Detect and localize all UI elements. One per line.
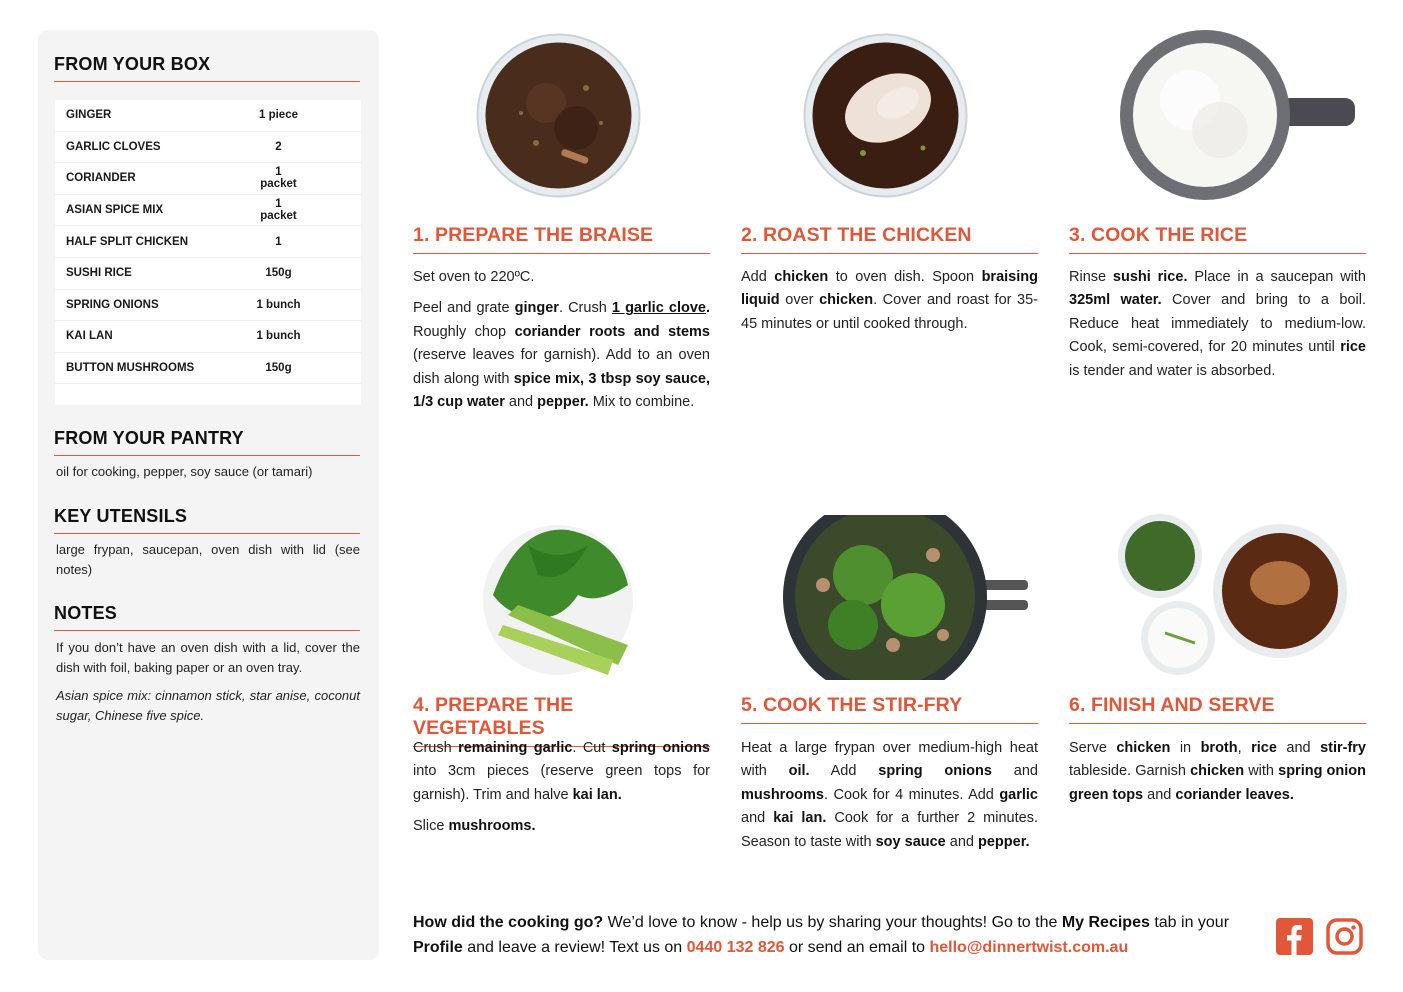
notes-italic-text: Asian spice mix: cinnamon stick, star anise, coconut sugar, Chinese five spice. (56, 688, 360, 723)
ingredient-name: ASIAN SPICE MIX (66, 204, 164, 217)
instruction-text: and (1143, 786, 1176, 803)
highlighted-ingredient: rice (1340, 339, 1366, 356)
instruction-text: Mix to combine. (588, 394, 695, 411)
instruction-text: Rinse (1069, 269, 1113, 285)
highlighted-ingredient: garlic (999, 786, 1038, 803)
step-6-text (1069, 737, 1366, 815)
highlighted-ingredient: remaining garlic (458, 740, 573, 756)
ingredient-name: CORIANDER (66, 172, 136, 185)
notes-title: NOTES (54, 603, 360, 631)
highlighted-ingredient: pepper. (978, 833, 1030, 850)
step-3-title: 3. COOK THE RICE (1069, 224, 1366, 254)
ingredient-row (55, 290, 361, 322)
ingredient-name: SUSHI RICE (66, 267, 132, 280)
highlighted-ingredient: 1 garlic clove (611, 300, 706, 317)
stir-fry-pan-image (783, 515, 1031, 680)
highlighted-ingredient: chicken (1190, 763, 1245, 780)
ingredient-row (55, 163, 361, 195)
instruction-text: Heat a large frypan over medium-high heat with (741, 740, 1038, 780)
notes-text: If you don’t have an oven dish with a lid, cover the dish with foil, baking paper or an oven tray. (56, 640, 360, 675)
step-paragraph (1069, 266, 1366, 383)
step-5-title: 5. COOK THE STIR-FRY (741, 694, 1038, 724)
key-utensils-title: KEY UTENSILS (54, 506, 360, 534)
instruction-text: and (1276, 740, 1321, 756)
instruction-text: and (504, 394, 538, 411)
facebook-icon[interactable] (1276, 918, 1313, 955)
ingredient-row (55, 226, 361, 258)
instruction-text: Cook for a further 2 minutes. Season to taste with (741, 810, 1038, 850)
ingredient-name: SPRING ONIONS (66, 298, 159, 311)
instruction-text: , (1237, 740, 1252, 756)
highlighted-ingredient: . (705, 300, 710, 317)
instruction-text: in (1170, 740, 1201, 756)
ingredient-row (55, 321, 361, 353)
my-recipes-label: My Recipes (1061, 914, 1150, 931)
highlighted-ingredient: spring onion green tops (1069, 763, 1367, 803)
highlighted-ingredient: ginger (514, 300, 559, 317)
instruction-text: . Cook for 4 minutes. Add (824, 786, 1000, 803)
feedback-text-2: tab in your (1149, 914, 1230, 931)
ingredient-quantity: 2 (275, 140, 282, 153)
ingredient-quantity: 150g (265, 362, 292, 375)
instruction-text: over (779, 292, 820, 309)
instruction-text: (reserve leaves for garnish). Add to an oven dish along with (413, 347, 710, 387)
ingredient-name: GARLIC CLOVES (66, 140, 161, 153)
highlighted-ingredient: stir-fry (1320, 740, 1366, 756)
highlighted-ingredient: kai lan. (773, 810, 827, 827)
highlighted-ingredient: pepper. (537, 394, 589, 411)
ingredient-row (55, 195, 361, 227)
highlighted-ingredient: mushrooms (741, 786, 824, 803)
step-6-title: 6. FINISH AND SERVE (1069, 694, 1366, 724)
step-paragraph (413, 297, 710, 414)
highlighted-ingredient: coriander leaves. (1175, 786, 1294, 803)
instruction-text: . Cover and roast for 35-45 minutes or until cooked through. (741, 292, 1038, 332)
feedback-question: How did the cooking go? (413, 914, 604, 931)
step-paragraph (413, 266, 710, 289)
highlighted-ingredient: soy sauce (875, 833, 946, 850)
step-paragraph (413, 815, 710, 838)
step-paragraph (1069, 737, 1366, 807)
instruction-text: . Cut (572, 740, 612, 756)
instruction-text: tableside. Garnish (1069, 763, 1191, 780)
roast-chicken-image (803, 33, 968, 198)
served-dishes-image (1115, 513, 1350, 680)
ingredient-row (55, 353, 361, 385)
highlighted-ingredient: chicken (819, 292, 874, 309)
highlighted-ingredient: chicken (774, 269, 829, 285)
ingredient-row (55, 258, 361, 290)
instruction-text: and (741, 810, 774, 827)
instruction-text: into 3cm pieces (reserve green tops for garnish). Trim and halve (413, 763, 710, 803)
instruction-text: Add (809, 763, 879, 780)
ingredient-quantity: 1 bunch (256, 298, 301, 311)
instruction-text: Roughly chop (413, 323, 515, 340)
ingredient-name: GINGER (66, 109, 112, 122)
instruction-text: Place in a saucepan with (1187, 269, 1366, 285)
step-2-text (741, 266, 1038, 344)
instruction-text: Crush (413, 740, 459, 756)
ingredient-name: HALF SPLIT CHICKEN (66, 235, 189, 248)
braise-dish-image (476, 33, 641, 198)
step-4-title: 4. PREPARE THE VEGETABLES (413, 694, 710, 747)
ingredient-quantity: 1 packet (260, 166, 297, 191)
step-1-title: 1. PREPARE THE BRAISE (413, 224, 710, 254)
instruction-text: to oven dish. Spoon (828, 269, 982, 285)
ingredient-quantity: 1 packet (260, 198, 297, 223)
highlighted-ingredient: spice mix, 3 tbsp soy sauce, 1/3 cup water (413, 370, 710, 411)
instruction-text: and (991, 763, 1038, 780)
highlighted-ingredient: sushi rice. (1112, 269, 1188, 285)
phone-number-link[interactable]: 0440 132 826 (686, 939, 785, 956)
ingredients-sidebar (38, 30, 379, 960)
email-link[interactable]: hello@dinnertwist.com.au (929, 939, 1129, 956)
step-1-text (413, 266, 710, 422)
highlighted-ingredient: broth (1200, 740, 1238, 756)
instruction-text: Add (741, 269, 775, 285)
instagram-icon[interactable] (1326, 918, 1363, 955)
ingredients-table (55, 100, 361, 405)
instruction-text: . Crush (558, 300, 612, 317)
step-paragraph (413, 737, 710, 807)
ingredient-quantity: 1 piece (259, 109, 298, 122)
step-5-text (741, 737, 1038, 862)
instruction-text: Serve (1069, 740, 1117, 756)
feedback-footer (413, 910, 1263, 960)
instruction-text: and (945, 833, 978, 850)
utensils-text: large frypan, saucepan, oven dish with lid (see notes) (56, 542, 360, 577)
highlighted-ingredient: oil. (788, 763, 810, 780)
ingredient-quantity: 150g (265, 267, 292, 280)
step-paragraph (741, 737, 1038, 854)
instruction-text: with (1244, 763, 1279, 780)
feedback-text-3: and leave a review! Text us on (462, 939, 687, 956)
step-3-text (1069, 266, 1366, 391)
from-your-box-title: FROM YOUR BOX (54, 54, 360, 82)
vegetables-plate-image (478, 515, 636, 680)
step-2-title: 2. ROAST THE CHICKEN (741, 224, 1038, 254)
highlighted-ingredient: coriander roots and stems (514, 323, 710, 340)
ingredient-row (55, 100, 361, 132)
highlighted-ingredient: spring onions (611, 740, 710, 756)
feedback-text-1: We’d love to know - help us by sharing your thoughts! Go to the (603, 914, 1062, 931)
from-your-pantry-title: FROM YOUR PANTRY (54, 428, 360, 456)
instruction-text: is tender and water is absorbed. (1069, 362, 1276, 379)
highlighted-ingredient: spring onions (878, 763, 992, 780)
instruction-text: Peel and grate (413, 300, 515, 317)
pantry-text: oil for cooking, pepper, soy sauce (or tamari) (56, 464, 313, 479)
ingredient-name: BUTTON MUSHROOMS (66, 362, 195, 375)
ingredient-quantity: 1 bunch (256, 330, 301, 343)
highlighted-ingredient: kai lan. (572, 786, 622, 803)
rice-saucepan-image (1120, 30, 1360, 200)
highlighted-ingredient: chicken (1116, 740, 1171, 756)
step-paragraph (741, 266, 1038, 336)
highlighted-ingredient: braising liquid (741, 269, 1038, 309)
highlighted-ingredient: mushrooms. (448, 818, 536, 835)
instruction-text: Slice (413, 818, 449, 835)
profile-label: Profile (413, 939, 463, 956)
ingredient-row (55, 132, 361, 164)
instruction-text: Set oven to 220ºC. (413, 269, 535, 285)
ingredient-quantity: 1 (275, 235, 282, 248)
highlighted-ingredient: 325ml water. (1069, 292, 1162, 309)
instruction-text: Cover and bring to a boil. Reduce heat immediately to medium-low. Cook, semi-covered, for 20 minutes until (1069, 292, 1366, 356)
feedback-text-4: or send an email to (784, 939, 930, 956)
ingredient-name: KAI LAN (66, 330, 113, 343)
step-4-text (413, 737, 710, 847)
highlighted-ingredient: rice (1251, 740, 1277, 756)
